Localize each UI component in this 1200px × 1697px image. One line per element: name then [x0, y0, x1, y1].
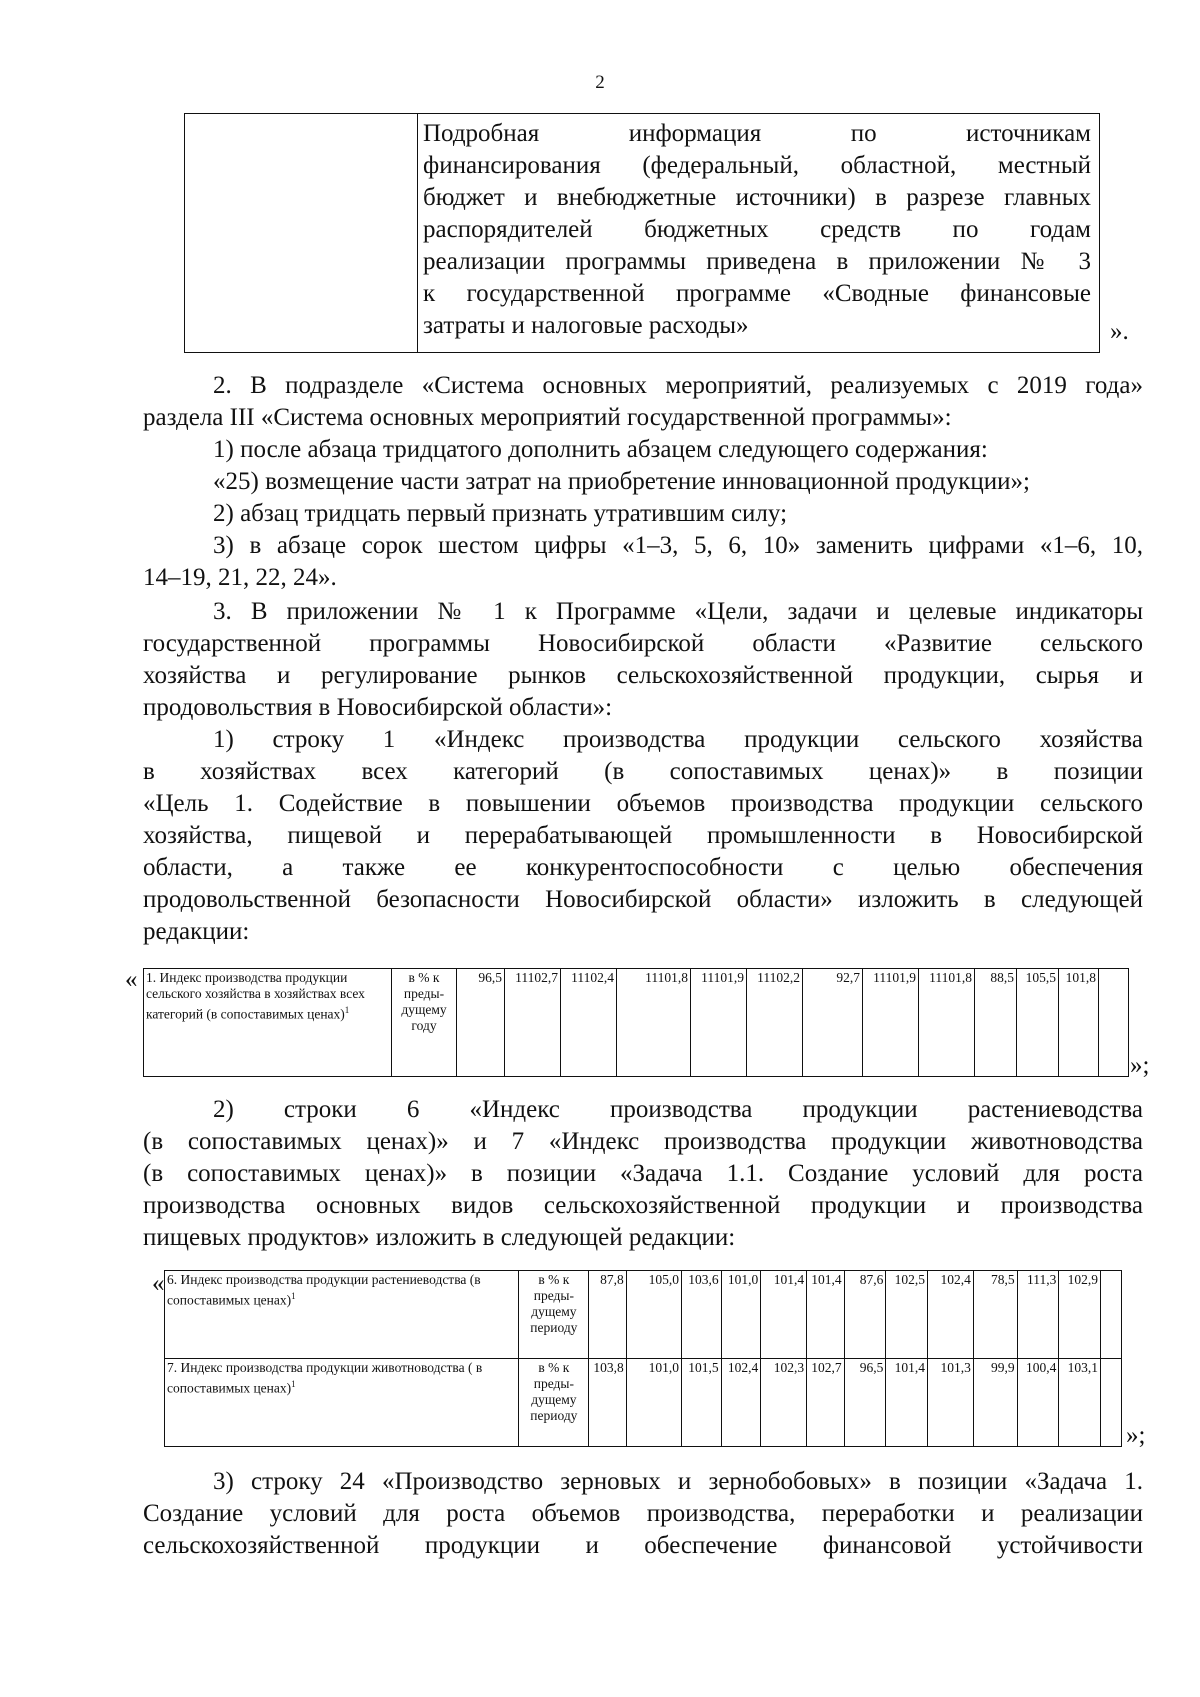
text-line: Создание условий для роста объемов производства, переработки и реализации: [143, 1500, 1143, 1527]
table-row: [144, 969, 1129, 1077]
table-2-open-quote: «: [152, 1270, 165, 1297]
value-cell: 103,6: [682, 1271, 722, 1359]
text-line: распорядителей бюджетных средств по годам: [423, 216, 1091, 243]
value-cell: 101,5: [682, 1359, 722, 1447]
text-line: 1) строку 1 «Индекс производства продукции сельского хозяйства: [213, 726, 1143, 753]
text-line: 3) в абзаце сорок шестом цифры «1–3, 5, 6, 10» заменить цифрами «1–6, 10,: [213, 532, 1143, 559]
table-row: [165, 1271, 1122, 1359]
unit-cell: в % к преды-дущему периоду: [519, 1359, 589, 1447]
value-cell: 99,9: [973, 1359, 1017, 1447]
value-cell: 101,0: [626, 1359, 681, 1447]
value-cell: 11101,8: [617, 969, 691, 1077]
item-row-24: [143, 1466, 1143, 1562]
funding-info-table-left-cell: [185, 114, 418, 352]
value-cell: 103,1: [1059, 1359, 1101, 1447]
item-row-1: [143, 724, 1143, 948]
value-cell: 102,3: [761, 1359, 807, 1447]
text-line: продовольствия в Новосибирской области»:: [143, 694, 613, 721]
text-line: бюджет и внебюджетные источники) в разрезе главных: [423, 184, 1091, 211]
value-cell: 11102,7: [505, 969, 561, 1077]
text-line: 1) после абзаца тридцатого дополнить абзацем следующего содержания:: [213, 436, 988, 463]
text-line: финансирования (федеральный, областной, местный: [423, 152, 1091, 179]
value-cell: 11101,9: [863, 969, 919, 1077]
text-line: затраты и налоговые расходы»: [423, 312, 749, 339]
value-cell: 101,4: [807, 1271, 845, 1359]
value-cell: [1101, 1271, 1122, 1359]
value-cell: 102,9: [1059, 1271, 1101, 1359]
value-cell: 96,5: [457, 969, 505, 1077]
value-cell: [1101, 1359, 1122, 1447]
value-cell: 105,0: [626, 1271, 681, 1359]
text-line: 3) строку 24 «Производство зерновых и зернобобовых» в позиции «Задача 1.: [213, 1468, 1143, 1495]
value-cell: 87,8: [589, 1271, 627, 1359]
text-line: 2. В подразделе «Система основных мероприятий, реализуемых с 2019 года»: [213, 372, 1143, 399]
value-cell: 11102,2: [747, 969, 803, 1077]
text-line: (в сопоставимых ценах)» в позиции «Задача 1.1. Создание условий для роста: [143, 1160, 1143, 1187]
value-cell: 102,4: [928, 1271, 974, 1359]
section-2: [143, 370, 1143, 594]
table-2-close-quote: »;: [1126, 1422, 1146, 1449]
page-number: 2: [595, 72, 605, 93]
text-line: к государственной программе «Сводные финансовые: [423, 280, 1091, 307]
text-line: хозяйства и регулирование рынков сельскохозяйственной продукции, сырья и: [143, 662, 1143, 689]
text-line: «25) возмещение части затрат на приобретение инновационной продукции»;: [213, 468, 1030, 495]
table-1-close-quote: »;: [1130, 1052, 1150, 1079]
value-cell: 11101,9: [691, 969, 747, 1077]
funding-info-text: [423, 118, 1091, 342]
text-line: продовольственной безопасности Новосибирской области» изложить в следующей: [143, 886, 1143, 913]
value-cell: 101,0: [721, 1271, 761, 1359]
value-cell: 101,4: [886, 1359, 928, 1447]
value-cell: 96,5: [844, 1359, 886, 1447]
unit-cell: в % к преды-дущему периоду: [519, 1271, 589, 1359]
text-line: 2) абзац тридцать первый признать утратившим силу;: [213, 500, 788, 527]
text-line: пищевых продуктов» изложить в следующей редакции:: [143, 1224, 736, 1251]
table-row: [165, 1359, 1122, 1447]
text-line: (в сопоставимых ценах)» и 7 «Индекс производства продукции животноводства: [143, 1128, 1143, 1155]
value-cell: 105,5: [1017, 969, 1059, 1077]
text-line: раздела III «Система основных мероприятий государственной программы»:: [143, 404, 952, 431]
section-3: [143, 596, 1143, 724]
indicator-table-2: [164, 1270, 1122, 1447]
value-cell: 100,4: [1017, 1359, 1059, 1447]
text-line: 2) строки 6 «Индекс производства продукции растениеводства: [213, 1096, 1143, 1123]
indicator-name-cell: 6. Индекс производства продукции растениеводства (в сопоставимых ценах)$^1$: [165, 1271, 519, 1359]
closing-quote: ».: [1110, 318, 1129, 345]
value-cell: [1099, 969, 1129, 1077]
indicator-name-cell: 7. Индекс производства продукции животноводства ( в сопоставимых ценах)$^1$: [165, 1359, 519, 1447]
value-cell: 92,7: [803, 969, 863, 1077]
text-line: хозяйства, пищевой и перерабатывающей промышленности в Новосибирской: [143, 822, 1143, 849]
text-line: производства основных видов сельскохозяйственной продукции и производства: [143, 1192, 1143, 1219]
value-cell: 78,5: [973, 1271, 1017, 1359]
text-line: государственной программы Новосибирской области «Развитие сельского: [143, 630, 1143, 657]
value-cell: 101,4: [761, 1271, 807, 1359]
value-cell: 111,3: [1017, 1271, 1059, 1359]
value-cell: 11102,4: [561, 969, 617, 1077]
value-cell: 102,5: [886, 1271, 928, 1359]
table-1-open-quote: «: [125, 966, 138, 993]
unit-cell: в % к преды-дущему году: [392, 969, 457, 1077]
funding-info-table: [184, 113, 1100, 353]
value-cell: 11101,8: [919, 969, 975, 1077]
text-line: Подробная информация по источникам: [423, 120, 1091, 147]
value-cell: 102,4: [721, 1359, 761, 1447]
text-line: области, а также ее конкурентоспособности с целью обеспечения: [143, 854, 1143, 881]
indicator-table-1: [143, 968, 1129, 1077]
text-line: редакции:: [143, 918, 250, 945]
text-line: в хозяйствах всех категорий (в сопоставимых ценах)» в позиции: [143, 758, 1143, 785]
item-rows-6-7: [143, 1094, 1143, 1254]
value-cell: 102,7: [807, 1359, 845, 1447]
text-line: реализации программы приведена в приложении № 3: [423, 248, 1091, 275]
text-line: сельскохозяйственной продукции и обеспечение финансовой устойчивости: [143, 1532, 1143, 1559]
value-cell: 88,5: [975, 969, 1017, 1077]
text-line: «Цель 1. Содействие в повышении объемов производства продукции сельского: [143, 790, 1143, 817]
text-line: 3. В приложении № 1 к Программе «Цели, задачи и целевые индикаторы: [213, 598, 1143, 625]
value-cell: 101,3: [928, 1359, 974, 1447]
value-cell: 101,8: [1059, 969, 1099, 1077]
indicator-name-cell: 1. Индекс производства продукции сельского хозяйства в хозяйствах всех категорий (в сопоставимых ценах)$^1$: [144, 969, 392, 1077]
value-cell: 103,8: [589, 1359, 627, 1447]
text-line: 14–19, 21, 22, 24».: [143, 564, 337, 591]
value-cell: 87,6: [844, 1271, 886, 1359]
